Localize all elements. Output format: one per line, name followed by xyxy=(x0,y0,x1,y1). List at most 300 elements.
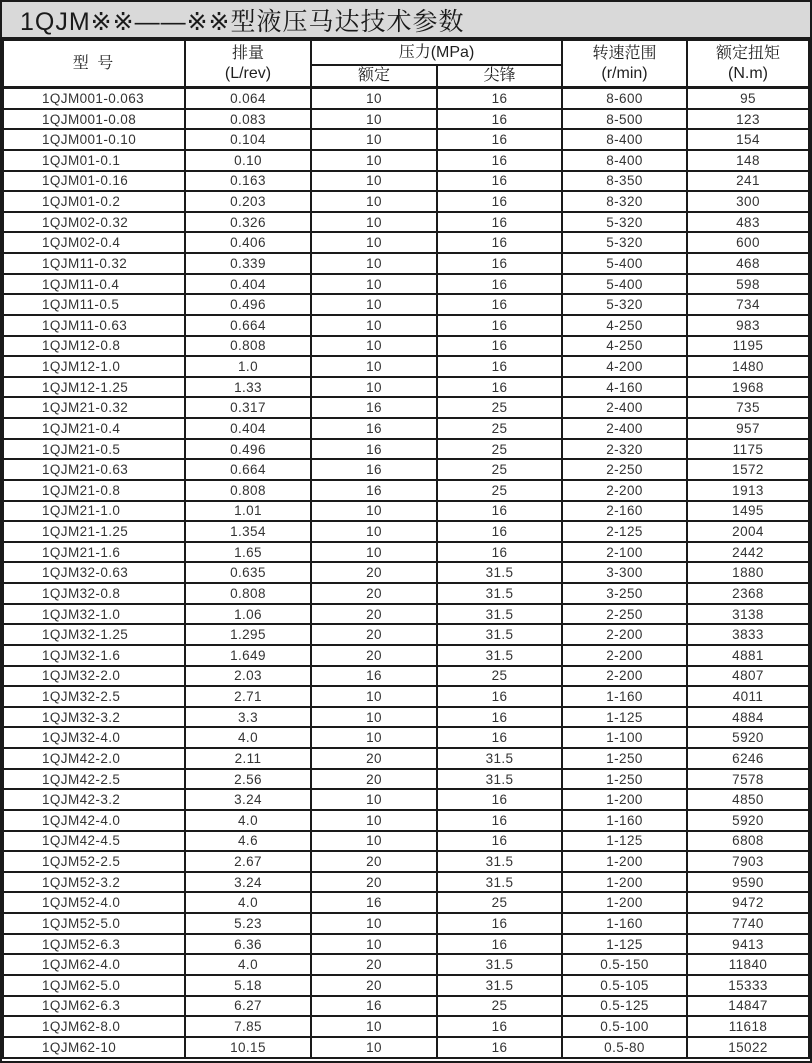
table-row xyxy=(3,542,809,563)
cell-speed-range: 8-400 xyxy=(562,129,687,150)
cell-pressure-peak: 16 xyxy=(437,727,562,748)
cell-pressure-peak: 16 xyxy=(437,109,562,130)
cell-displacement: 3.24 xyxy=(185,789,311,810)
table-row xyxy=(3,315,809,336)
cell-pressure-peak: 16 xyxy=(437,150,562,171)
cell-displacement: 2.03 xyxy=(185,666,311,687)
cell-speed-range: 1-160 xyxy=(562,686,687,707)
cell-model: 1QJM52-3.2 xyxy=(3,872,185,893)
cell-speed-range: 4-160 xyxy=(562,377,687,398)
cell-displacement: 7.85 xyxy=(185,1016,311,1037)
cell-displacement: 0.406 xyxy=(185,232,311,253)
table-row xyxy=(3,150,809,171)
cell-torque: 735 xyxy=(687,397,809,418)
cell-pressure-peak: 31.5 xyxy=(437,769,562,790)
table-row xyxy=(3,624,809,645)
cell-speed-range: 8-400 xyxy=(562,150,687,171)
cell-displacement: 0.808 xyxy=(185,480,311,501)
cell-model: 1QJM21-1.0 xyxy=(3,501,185,522)
table-row xyxy=(3,996,809,1017)
cell-torque: 1495 xyxy=(687,501,809,522)
cell-torque: 3833 xyxy=(687,624,809,645)
cell-pressure-peak: 16 xyxy=(437,212,562,233)
cell-pressure-rated: 10 xyxy=(311,150,437,171)
cell-speed-range: 3-300 xyxy=(562,562,687,583)
header-displacement-line2: (L/rev) xyxy=(224,64,272,82)
header-pressure-rated: 额定 xyxy=(311,65,437,88)
cell-displacement: 3.3 xyxy=(185,707,311,728)
table-row xyxy=(3,377,809,398)
cell-speed-range: 1-125 xyxy=(562,831,687,852)
table-row xyxy=(3,769,809,790)
table-row xyxy=(3,129,809,150)
cell-pressure-rated: 10 xyxy=(311,294,437,315)
cell-torque: 9590 xyxy=(687,872,809,893)
cell-pressure-peak: 16 xyxy=(437,294,562,315)
table-row xyxy=(3,397,809,418)
table-row xyxy=(3,934,809,955)
cell-model: 1QJM62-6.3 xyxy=(3,996,185,1017)
cell-torque: 3138 xyxy=(687,604,809,625)
cell-pressure-peak: 25 xyxy=(437,418,562,439)
cell-model: 1QJM02-0.32 xyxy=(3,212,185,233)
table-row xyxy=(3,1016,809,1037)
table-row xyxy=(3,707,809,728)
cell-pressure-peak: 16 xyxy=(437,789,562,810)
cell-model: 1QJM62-5.0 xyxy=(3,975,185,996)
cell-speed-range: 4-250 xyxy=(562,315,687,336)
cell-speed-range: 2-125 xyxy=(562,521,687,542)
cell-model: 1QJM12-1.0 xyxy=(3,356,185,377)
table-title-bar xyxy=(2,2,810,39)
table-row xyxy=(3,872,809,893)
cell-torque: 4850 xyxy=(687,789,809,810)
cell-displacement: 0.496 xyxy=(185,294,311,315)
cell-speed-range: 8-350 xyxy=(562,171,687,192)
cell-model: 1QJM32-2.5 xyxy=(3,686,185,707)
cell-model: 1QJM001-0.10 xyxy=(3,129,185,150)
cell-speed-range: 2-100 xyxy=(562,542,687,563)
cell-pressure-rated: 10 xyxy=(311,253,437,274)
hydraulic-motor-params-table xyxy=(2,39,810,1059)
cell-speed-range: 2-200 xyxy=(562,666,687,687)
cell-torque: 957 xyxy=(687,418,809,439)
header-pressure-peak: 尖锋 xyxy=(437,65,562,88)
cell-model: 1QJM42-4.0 xyxy=(3,810,185,831)
cell-model: 1QJM32-2.0 xyxy=(3,666,185,687)
cell-torque: 5920 xyxy=(687,810,809,831)
cell-speed-range: 2-200 xyxy=(562,624,687,645)
cell-model: 1QJM52-4.0 xyxy=(3,892,185,913)
cell-pressure-peak: 31.5 xyxy=(437,624,562,645)
cell-torque: 5920 xyxy=(687,727,809,748)
cell-displacement: 0.083 xyxy=(185,109,311,130)
cell-displacement: 1.295 xyxy=(185,624,311,645)
cell-pressure-rated: 10 xyxy=(311,810,437,831)
table-row xyxy=(3,88,809,109)
cell-pressure-rated: 20 xyxy=(311,604,437,625)
cell-model: 1QJM62-10 xyxy=(3,1037,185,1058)
cell-displacement: 0.203 xyxy=(185,191,311,212)
cell-displacement: 0.808 xyxy=(185,336,311,357)
cell-pressure-rated: 10 xyxy=(311,336,437,357)
cell-speed-range: 4-200 xyxy=(562,356,687,377)
cell-torque: 1175 xyxy=(687,439,809,460)
table-row xyxy=(3,480,809,501)
header-speed-range xyxy=(562,40,687,88)
cell-pressure-peak: 25 xyxy=(437,996,562,1017)
cell-displacement: 2.67 xyxy=(185,851,311,872)
cell-model: 1QJM32-1.6 xyxy=(3,645,185,666)
cell-pressure-rated: 10 xyxy=(311,501,437,522)
cell-torque: 600 xyxy=(687,232,809,253)
cell-pressure-rated: 10 xyxy=(311,686,437,707)
cell-displacement: 0.404 xyxy=(185,274,311,295)
cell-torque: 483 xyxy=(687,212,809,233)
cell-displacement: 4.0 xyxy=(185,727,311,748)
cell-speed-range: 0.5-150 xyxy=(562,954,687,975)
table-header xyxy=(3,40,809,88)
cell-torque: 734 xyxy=(687,294,809,315)
cell-model: 1QJM12-1.25 xyxy=(3,377,185,398)
cell-displacement: 4.0 xyxy=(185,954,311,975)
cell-displacement: 2.11 xyxy=(185,748,311,769)
cell-model: 1QJM62-4.0 xyxy=(3,954,185,975)
cell-pressure-rated: 10 xyxy=(311,129,437,150)
cell-torque: 6246 xyxy=(687,748,809,769)
cell-pressure-rated: 16 xyxy=(311,439,437,460)
cell-speed-range: 2-400 xyxy=(562,418,687,439)
table-row xyxy=(3,975,809,996)
table-row xyxy=(3,232,809,253)
cell-displacement: 2.71 xyxy=(185,686,311,707)
table-row xyxy=(3,562,809,583)
cell-pressure-rated: 10 xyxy=(311,707,437,728)
cell-displacement: 0.808 xyxy=(185,583,311,604)
cell-pressure-peak: 25 xyxy=(437,439,562,460)
cell-torque: 468 xyxy=(687,253,809,274)
cell-model: 1QJM01-0.1 xyxy=(3,150,185,171)
cell-pressure-peak: 16 xyxy=(437,831,562,852)
cell-torque: 4881 xyxy=(687,645,809,666)
cell-pressure-peak: 31.5 xyxy=(437,975,562,996)
cell-pressure-peak: 16 xyxy=(437,377,562,398)
cell-torque: 148 xyxy=(687,150,809,171)
cell-pressure-peak: 16 xyxy=(437,686,562,707)
cell-pressure-peak: 25 xyxy=(437,666,562,687)
table-row xyxy=(3,913,809,934)
cell-model: 1QJM11-0.32 xyxy=(3,253,185,274)
page-title: 1QJM※※——※※型液压马达技术参数 xyxy=(20,7,465,36)
table-row xyxy=(3,831,809,852)
cell-pressure-peak: 16 xyxy=(437,129,562,150)
cell-torque: 1913 xyxy=(687,480,809,501)
cell-model: 1QJM001-0.08 xyxy=(3,109,185,130)
cell-displacement: 1.65 xyxy=(185,542,311,563)
cell-pressure-rated: 20 xyxy=(311,562,437,583)
table-row xyxy=(3,727,809,748)
table-row xyxy=(3,501,809,522)
cell-pressure-peak: 16 xyxy=(437,191,562,212)
table-row xyxy=(3,1037,809,1058)
cell-model: 1QJM32-1.25 xyxy=(3,624,185,645)
cell-pressure-peak: 16 xyxy=(437,1037,562,1058)
cell-pressure-peak: 16 xyxy=(437,88,562,109)
cell-speed-range: 8-500 xyxy=(562,109,687,130)
cell-displacement: 0.104 xyxy=(185,129,311,150)
cell-pressure-rated: 20 xyxy=(311,769,437,790)
table-row xyxy=(3,274,809,295)
table-row xyxy=(3,666,809,687)
header-displacement-line1: 排量 xyxy=(231,44,264,62)
cell-pressure-peak: 16 xyxy=(437,171,562,192)
table-row xyxy=(3,336,809,357)
cell-speed-range: 2-160 xyxy=(562,501,687,522)
header-rated-torque xyxy=(687,40,809,88)
cell-torque: 95 xyxy=(687,88,809,109)
table-row xyxy=(3,851,809,872)
cell-pressure-rated: 10 xyxy=(311,171,437,192)
cell-torque: 4807 xyxy=(687,666,809,687)
cell-torque: 983 xyxy=(687,315,809,336)
cell-pressure-peak: 16 xyxy=(437,501,562,522)
cell-pressure-rated: 20 xyxy=(311,954,437,975)
cell-torque: 1572 xyxy=(687,459,809,480)
cell-displacement: 0.326 xyxy=(185,212,311,233)
cell-displacement: 0.10 xyxy=(185,150,311,171)
cell-torque: 9472 xyxy=(687,892,809,913)
cell-displacement: 0.664 xyxy=(185,315,311,336)
cell-pressure-peak: 16 xyxy=(437,274,562,295)
cell-speed-range: 0.5-80 xyxy=(562,1037,687,1058)
cell-displacement: 0.317 xyxy=(185,397,311,418)
cell-pressure-rated: 20 xyxy=(311,583,437,604)
header-speed-line2: (r/min) xyxy=(601,64,648,82)
cell-pressure-peak: 16 xyxy=(437,521,562,542)
cell-pressure-peak: 16 xyxy=(437,934,562,955)
cell-speed-range: 2-200 xyxy=(562,480,687,501)
cell-displacement: 0.635 xyxy=(185,562,311,583)
table-row xyxy=(3,212,809,233)
cell-torque: 1195 xyxy=(687,336,809,357)
cell-pressure-rated: 20 xyxy=(311,851,437,872)
cell-torque: 15022 xyxy=(687,1037,809,1058)
cell-pressure-rated: 10 xyxy=(311,109,437,130)
cell-torque: 7740 xyxy=(687,913,809,934)
cell-torque: 7578 xyxy=(687,769,809,790)
cell-pressure-rated: 16 xyxy=(311,666,437,687)
cell-model: 1QJM11-0.63 xyxy=(3,315,185,336)
cell-speed-range: 1-160 xyxy=(562,810,687,831)
table-row xyxy=(3,583,809,604)
cell-pressure-peak: 16 xyxy=(437,356,562,377)
cell-model: 1QJM21-0.63 xyxy=(3,459,185,480)
cell-model: 1QJM32-3.2 xyxy=(3,707,185,728)
cell-torque: 14847 xyxy=(687,996,809,1017)
cell-model: 1QJM52-2.5 xyxy=(3,851,185,872)
cell-torque: 15333 xyxy=(687,975,809,996)
cell-model: 1QJM62-8.0 xyxy=(3,1016,185,1037)
cell-pressure-peak: 25 xyxy=(437,892,562,913)
cell-pressure-rated: 20 xyxy=(311,872,437,893)
cell-displacement: 1.649 xyxy=(185,645,311,666)
cell-speed-range: 5-400 xyxy=(562,253,687,274)
cell-pressure-rated: 16 xyxy=(311,418,437,439)
cell-model: 1QJM12-0.8 xyxy=(3,336,185,357)
cell-torque: 6808 xyxy=(687,831,809,852)
cell-speed-range: 3-250 xyxy=(562,583,687,604)
cell-model: 1QJM11-0.4 xyxy=(3,274,185,295)
table-row xyxy=(3,892,809,913)
header-model: 型 号 xyxy=(3,40,185,88)
header-torque-line1: 额定扭矩 xyxy=(715,44,780,62)
cell-speed-range: 5-400 xyxy=(562,274,687,295)
cell-torque: 241 xyxy=(687,171,809,192)
cell-speed-range: 1-200 xyxy=(562,872,687,893)
cell-torque: 2368 xyxy=(687,583,809,604)
cell-torque: 300 xyxy=(687,191,809,212)
cell-displacement: 3.24 xyxy=(185,872,311,893)
cell-torque: 2004 xyxy=(687,521,809,542)
table-row xyxy=(3,604,809,625)
cell-speed-range: 1-125 xyxy=(562,934,687,955)
cell-speed-range: 2-320 xyxy=(562,439,687,460)
cell-pressure-rated: 10 xyxy=(311,191,437,212)
cell-displacement: 1.0 xyxy=(185,356,311,377)
cell-model: 1QJM32-4.0 xyxy=(3,727,185,748)
cell-displacement: 0.496 xyxy=(185,439,311,460)
cell-torque: 598 xyxy=(687,274,809,295)
cell-torque: 7903 xyxy=(687,851,809,872)
cell-pressure-peak: 16 xyxy=(437,810,562,831)
cell-pressure-rated: 10 xyxy=(311,521,437,542)
cell-displacement: 0.163 xyxy=(185,171,311,192)
cell-model: 1QJM21-1.25 xyxy=(3,521,185,542)
cell-model: 1QJM21-0.5 xyxy=(3,439,185,460)
cell-pressure-peak: 25 xyxy=(437,459,562,480)
cell-torque: 11840 xyxy=(687,954,809,975)
table-body xyxy=(3,88,809,1059)
cell-pressure-rated: 16 xyxy=(311,459,437,480)
cell-torque: 123 xyxy=(687,109,809,130)
cell-speed-range: 1-250 xyxy=(562,769,687,790)
header-pressure-group: 压力(MPa) xyxy=(311,40,562,65)
cell-model: 1QJM02-0.4 xyxy=(3,232,185,253)
cell-pressure-rated: 20 xyxy=(311,975,437,996)
cell-pressure-peak: 31.5 xyxy=(437,604,562,625)
cell-speed-range: 8-600 xyxy=(562,88,687,109)
table-row xyxy=(3,191,809,212)
cell-pressure-rated: 10 xyxy=(311,831,437,852)
cell-pressure-rated: 10 xyxy=(311,377,437,398)
table-row xyxy=(3,171,809,192)
table-row xyxy=(3,253,809,274)
cell-pressure-peak: 16 xyxy=(437,707,562,728)
cell-pressure-rated: 10 xyxy=(311,356,437,377)
cell-pressure-rated: 20 xyxy=(311,624,437,645)
cell-pressure-rated: 16 xyxy=(311,996,437,1017)
cell-speed-range: 4-250 xyxy=(562,336,687,357)
cell-speed-range: 0.5-105 xyxy=(562,975,687,996)
cell-speed-range: 5-320 xyxy=(562,232,687,253)
cell-speed-range: 5-320 xyxy=(562,294,687,315)
cell-pressure-rated: 10 xyxy=(311,913,437,934)
cell-model: 1QJM32-0.8 xyxy=(3,583,185,604)
cell-pressure-peak: 31.5 xyxy=(437,954,562,975)
cell-torque: 4011 xyxy=(687,686,809,707)
cell-speed-range: 2-200 xyxy=(562,645,687,666)
cell-pressure-rated: 10 xyxy=(311,789,437,810)
cell-pressure-rated: 10 xyxy=(311,727,437,748)
cell-pressure-peak: 25 xyxy=(437,480,562,501)
cell-pressure-rated: 20 xyxy=(311,645,437,666)
cell-speed-range: 1-250 xyxy=(562,748,687,769)
cell-pressure-peak: 31.5 xyxy=(437,562,562,583)
cell-displacement: 6.36 xyxy=(185,934,311,955)
cell-model: 1QJM001-0.063 xyxy=(3,88,185,109)
table-row xyxy=(3,439,809,460)
cell-model: 1QJM42-2.5 xyxy=(3,769,185,790)
table-row xyxy=(3,789,809,810)
table-row xyxy=(3,521,809,542)
table-row xyxy=(3,810,809,831)
cell-displacement: 0.339 xyxy=(185,253,311,274)
cell-speed-range: 2-250 xyxy=(562,459,687,480)
cell-displacement: 4.6 xyxy=(185,831,311,852)
cell-model: 1QJM21-0.8 xyxy=(3,480,185,501)
cell-torque: 154 xyxy=(687,129,809,150)
cell-speed-range: 1-160 xyxy=(562,913,687,934)
table-row xyxy=(3,459,809,480)
cell-pressure-rated: 10 xyxy=(311,1016,437,1037)
cell-model: 1QJM42-2.0 xyxy=(3,748,185,769)
cell-displacement: 0.664 xyxy=(185,459,311,480)
header-speed-line1: 转速范围 xyxy=(592,44,657,62)
cell-displacement: 1.06 xyxy=(185,604,311,625)
cell-torque: 1968 xyxy=(687,377,809,398)
cell-speed-range: 1-200 xyxy=(562,892,687,913)
cell-displacement: 5.18 xyxy=(185,975,311,996)
cell-pressure-peak: 16 xyxy=(437,542,562,563)
cell-torque: 11618 xyxy=(687,1016,809,1037)
cell-model: 1QJM52-5.0 xyxy=(3,913,185,934)
cell-displacement: 4.0 xyxy=(185,810,311,831)
table-row xyxy=(3,356,809,377)
cell-model: 1QJM52-6.3 xyxy=(3,934,185,955)
cell-model: 1QJM21-0.32 xyxy=(3,397,185,418)
cell-displacement: 6.27 xyxy=(185,996,311,1017)
cell-displacement: 0.404 xyxy=(185,418,311,439)
cell-speed-range: 2-250 xyxy=(562,604,687,625)
table-row xyxy=(3,645,809,666)
cell-speed-range: 0.5-125 xyxy=(562,996,687,1017)
cell-pressure-peak: 16 xyxy=(437,1016,562,1037)
cell-speed-range: 0.5-100 xyxy=(562,1016,687,1037)
cell-pressure-peak: 16 xyxy=(437,336,562,357)
cell-model: 1QJM21-0.4 xyxy=(3,418,185,439)
cell-model: 1QJM11-0.5 xyxy=(3,294,185,315)
header-displacement xyxy=(185,40,311,88)
cell-speed-range: 2-400 xyxy=(562,397,687,418)
cell-model: 1QJM32-1.0 xyxy=(3,604,185,625)
cell-displacement: 1.01 xyxy=(185,501,311,522)
cell-pressure-rated: 10 xyxy=(311,542,437,563)
cell-speed-range: 1-200 xyxy=(562,851,687,872)
cell-model: 1QJM01-0.16 xyxy=(3,171,185,192)
table-row xyxy=(3,686,809,707)
cell-pressure-peak: 25 xyxy=(437,397,562,418)
cell-pressure-peak: 31.5 xyxy=(437,645,562,666)
